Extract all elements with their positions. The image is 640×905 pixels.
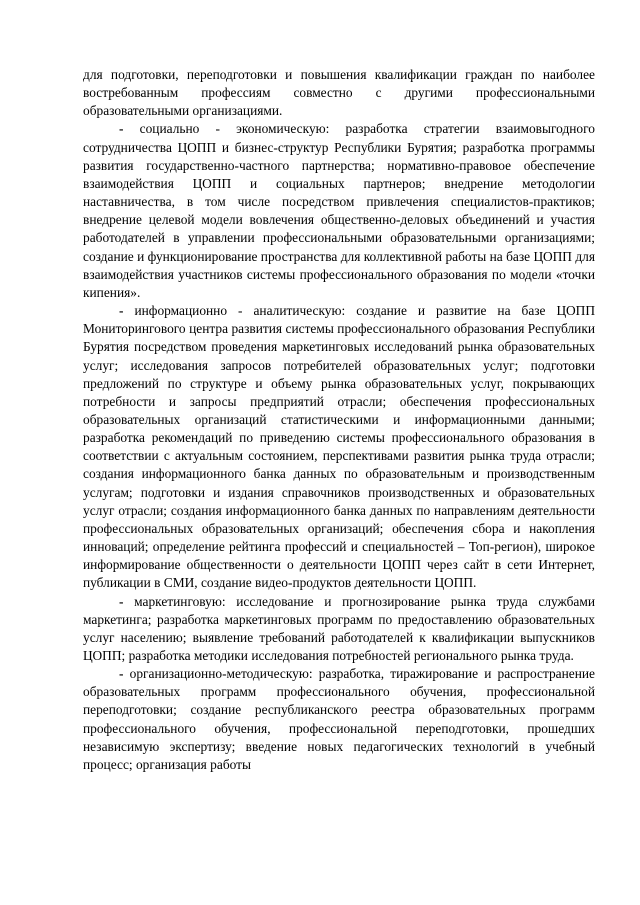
paragraph-text: для подготовки, переподготовки и повышения квалификации граждан по наиболее востребованным профессиям совместно с другими профессиональными образовательными организациями. bbox=[83, 67, 595, 119]
paragraph-text: информационно - аналитическую: создание и развитие на базе ЦОПП Мониторингового центра развития системы профессионального образования Республики Бурятия посредством проведения маркетинговых исследований рынка образовательных услуг; исследования запросов потребителей образовательных услуг; подготовки предложений по структуре и объему рынка образовательных услуг, покрывающих потребности и запросы предприятий отрасли; обеспечения профессиональных образовательных организаций статистическими и информационными данными; разработка рекомендаций по приведению системы профессионального образования в соответствии с актуальным состоянием, перспективами развития рынка труда отрасли; создания информационного банка данных по образовательным и производственным услугам; подготовки и издания справочников производственных и образовательных услуг отрасли; создания информационного банка данных по направлениям деятельности профессиональных образовательных организаций; обеспечения сбора и накопления инноваций; определение рейтинга профессий и специальностей – Топ-регион), широкое информирование общественности о деятельности ЦОПП через сайт в сети Интернет, публикации в СМИ, создание видео-продуктов деятельности ЦОПП. bbox=[83, 303, 595, 591]
paragraph-org-methodical bbox=[83, 665, 595, 774]
list-dash: - bbox=[119, 593, 124, 609]
list-dash: - bbox=[119, 303, 124, 319]
paragraph-info-analytic bbox=[83, 302, 595, 593]
paragraph-text: организационно-методическую: разработка, тиражирование и распространение образовательных программ профессионального обучения, профессиональной переподготовки; создание республиканского реестра образовательных программ профессионального обучения, профессиональной переподготовки, прошедших независимую экспертизу; введение новых педагогических технологий в учебный процесс; организация работы bbox=[83, 666, 595, 772]
paragraph-socio-economic bbox=[83, 120, 595, 302]
paragraph-text: социально - экономическую: разработка стратегии взаимовыгодного сотрудничества ЦОПП и бизнес-структур Республики Бурятия; разработка программы развития государственно-частного партнерства; нормативно-правовое обеспечение взаимодействия ЦОПП и социальных партнеров; внедрение методологии наставничества, в том числе посредством привлечения специалистов-практиков; внедрение целевой модели вовлечения общественно-деловых объединений и участия работодателей в управлении профессиональными образовательными организациями; создание и функционирование пространства для коллективной работы на базе ЦОПП для взаимодействия участников системы профессионального образования по модели «точки кипения». bbox=[83, 121, 595, 300]
paragraph-text: маркетинговую: исследование и прогнозирование рынка труда службами маркетинга; разработка маркетинговых программ по предоставлению образовательных услуг населению; выявление требований работодателей к квалификации выпускников ЦОПП; разработка методики исследования потребностей регионального рынка труда. bbox=[83, 593, 595, 663]
list-dash: - bbox=[119, 666, 124, 682]
paragraph-continuation bbox=[83, 66, 595, 120]
list-dash: - bbox=[119, 121, 124, 137]
paragraph-marketing bbox=[83, 593, 595, 666]
document-page bbox=[83, 66, 595, 774]
